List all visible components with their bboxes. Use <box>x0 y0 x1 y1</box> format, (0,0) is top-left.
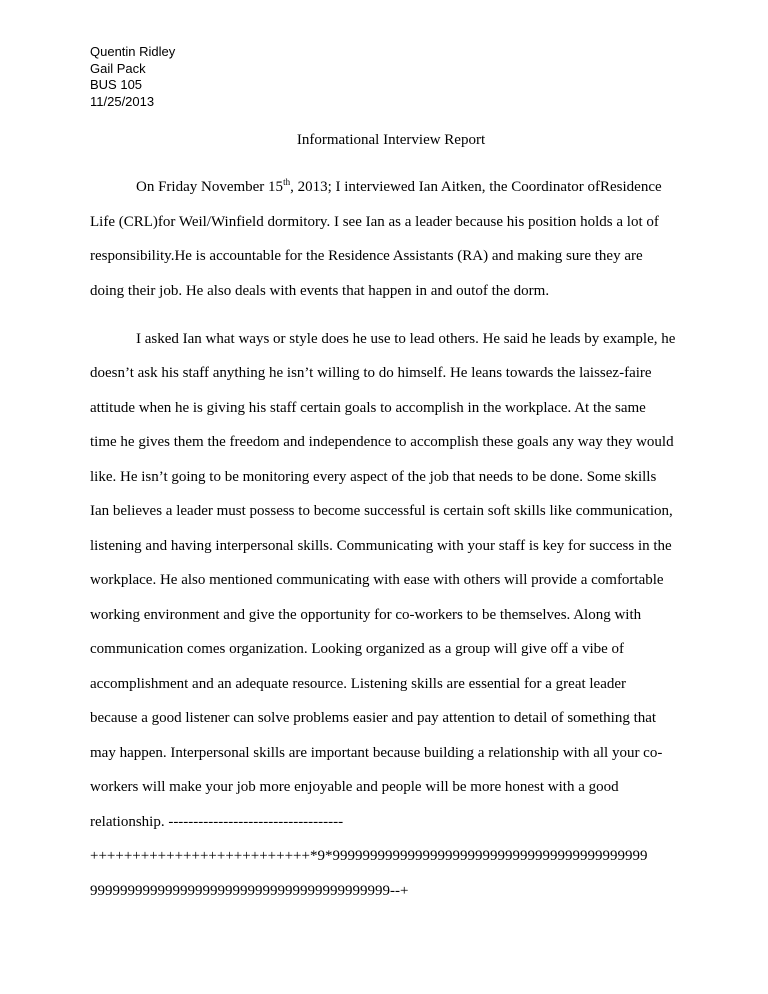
paragraph-2-line: relationship. ----------------------------------- <box>90 814 344 830</box>
paragraph-2-line: listening and having interpersonal skills. Communicating with your staff is key for success in the <box>90 538 672 554</box>
document-date: 11/25/2013 <box>90 93 155 109</box>
paragraph-2-line: workplace. He also mentioned communicating with ease with others will provide a comfortable <box>90 572 664 588</box>
author-name: Quentin Ridley <box>90 44 176 59</box>
paragraph-2-line: communication comes organization. Looking organized as a group will give off a vibe of <box>90 641 625 657</box>
report-title: Informational Interview Report <box>296 132 486 148</box>
paragraph-2-line: 9999999999999999999999999999999999999999-‑+ <box>90 883 409 899</box>
ordinal-suffix: th <box>283 177 291 187</box>
paragraph-1-line-1-pre: On Friday November 15 <box>136 179 284 195</box>
course-code: BUS 105 <box>90 77 143 92</box>
paragraph-2-line: like. He isn’t going to be monitoring every aspect of the job that needs to be done. Some skills <box>90 469 657 485</box>
paragraph-2-line: accomplishment and an adequate resource. Listening skills are essential for a great leader <box>90 676 627 692</box>
paragraph-2-line: time he gives them the freedom and independence to accomplish these goals any way they would <box>90 434 674 450</box>
paragraph-1-line: responsibility.He is accountable for the Residence Assistants (RA) and making sure they are <box>90 248 643 264</box>
paragraph-1-line: doing their job. He also deals with events that happen in and outof the dorm. <box>90 283 550 299</box>
paragraph-2-line: I asked Ian what ways or style does he use to lead others. He said he leads by example, he <box>136 331 676 347</box>
paragraph-2-line: workers will make your job more enjoyable and people will be more honest with a good <box>90 779 619 795</box>
paragraph-2-line: may happen. Interpersonal skills are important because building a relationship with all your co- <box>90 745 663 761</box>
paragraph-2-line: because a good listener can solve problems easier and pay attention to detail of something that <box>90 710 657 726</box>
paragraph-1-line: Life (CRL)for Weil/Winfield dormitory. I see Ian as a leader because his position holds a lot of <box>90 214 659 230</box>
paragraph-2-line: doesn’t ask his staff anything he isn’t willing to do himself. He leans towards the laissez-faire <box>90 365 652 381</box>
document-header <box>90 44 175 110</box>
paragraph-1-line-1 <box>136 178 662 196</box>
instructor-name: Gail Pack <box>90 60 146 76</box>
paragraph-1-line-1-post: , 2013; I interviewed Ian Aitken, the Coordinator ofResidence <box>290 179 662 195</box>
paragraph-2-line: Ian believes a leader must possess to become successful is certain soft skills like communication, <box>90 503 673 519</box>
paragraph-2-line: working environment and give the opportunity for co-workers to be themselves. Along with <box>90 607 642 623</box>
report-title-row <box>0 131 768 149</box>
paragraph-2-line: attitude when he is giving his staff certain goals to accomplish in the workplace. At the same <box>90 400 646 416</box>
paragraph-2-line: ++++++++++++++++++++++++++*9*999999999999999999999999999999999999999999 <box>90 848 648 864</box>
